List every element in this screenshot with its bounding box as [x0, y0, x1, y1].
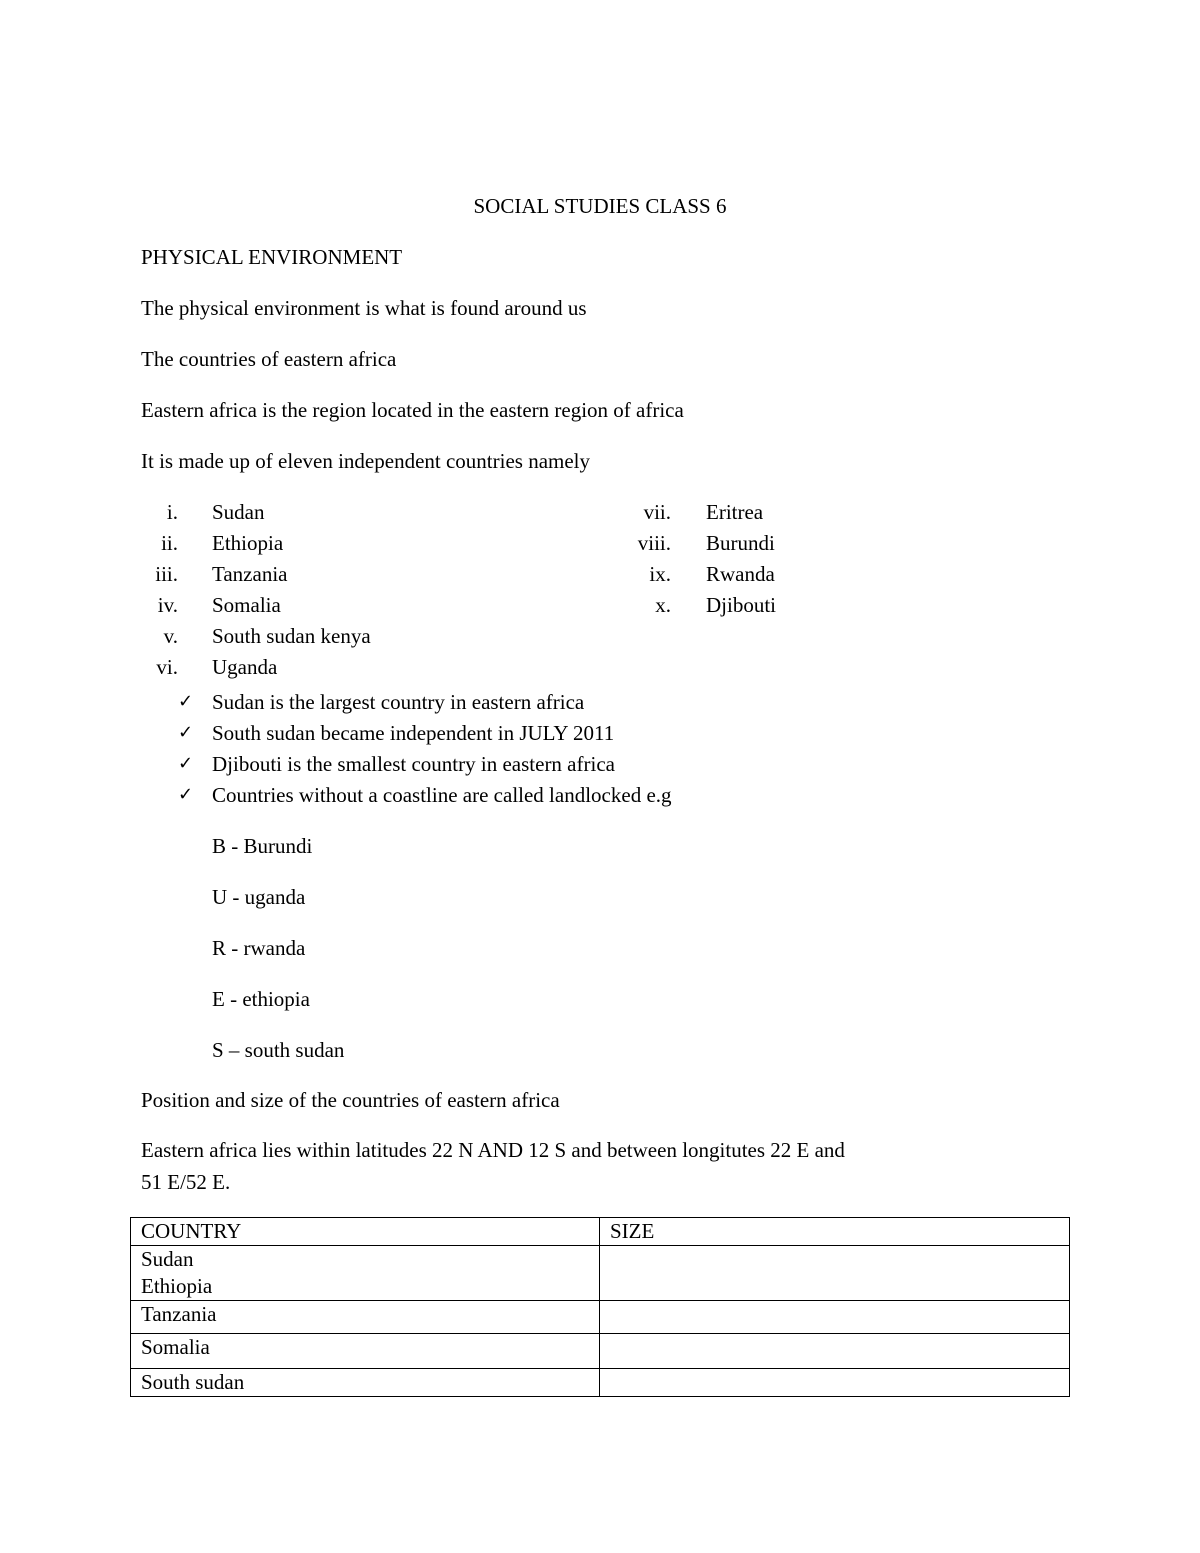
cell-line: Tanzania [141, 1302, 217, 1326]
country-size-table [130, 1217, 1070, 1397]
paragraph-1: The physical environment is what is found around us [141, 296, 587, 320]
paragraph-3: Eastern africa is the region located in the eastern region of africa [141, 398, 684, 422]
cell-line: Sudan [141, 1247, 194, 1271]
position-heading: Position and size of the countries of eastern africa [141, 1088, 560, 1112]
list-item: Djibouti is the smallest country in eastern africa [212, 752, 615, 776]
list-number: ii. [161, 531, 178, 555]
cell-line: South sudan [141, 1370, 245, 1394]
table-row [131, 1246, 1070, 1301]
table-header-size: SIZE [600, 1218, 1070, 1246]
section-heading: PHYSICAL ENVIRONMENT [141, 245, 403, 269]
list-item: Sudan is the largest country in eastern africa [212, 690, 585, 714]
list-number: vii. [643, 500, 671, 524]
checkmark-icon: ✓ [178, 784, 194, 805]
list-number: i. [166, 500, 178, 524]
list-item: South sudan kenya [212, 624, 371, 648]
list-item: U - uganda [212, 885, 306, 909]
cell-line: Somalia [141, 1335, 210, 1359]
table-cell-size [600, 1334, 1070, 1369]
table-cell-country [131, 1369, 600, 1397]
list-item: S – south sudan [212, 1038, 345, 1062]
list-item: Sudan [212, 500, 265, 524]
position-text-line-1: Eastern africa lies within latitudes 22 N AND 12 S and between longitutes 22 E and [141, 1138, 845, 1162]
list-item: Uganda [212, 655, 278, 679]
table-header-country: COUNTRY [131, 1218, 600, 1246]
table-row [131, 1369, 1070, 1397]
paragraph-2: The countries of eastern africa [141, 347, 397, 371]
list-item: B - Burundi [212, 834, 313, 858]
list-item: Eritrea [706, 500, 764, 524]
table-cell-size [600, 1246, 1070, 1301]
list-item: South sudan became independent in JULY 2011 [212, 721, 615, 745]
list-item: Rwanda [706, 562, 775, 586]
list-number: x. [655, 593, 671, 617]
checkmark-icon: ✓ [178, 691, 194, 712]
checkmark-icon: ✓ [178, 753, 194, 774]
list-item: E - ethiopia [212, 987, 310, 1011]
table-header-row [131, 1218, 1070, 1246]
list-number: viii. [637, 531, 671, 555]
list-number: ix. [649, 562, 671, 586]
list-item: Somalia [212, 593, 281, 617]
table-row [131, 1301, 1070, 1334]
list-number: v. [163, 624, 178, 648]
table-row [131, 1334, 1070, 1369]
list-item: Djibouti [706, 593, 777, 617]
table-cell-country [131, 1246, 600, 1301]
table-cell-size [600, 1301, 1070, 1334]
page-title: SOCIAL STUDIES CLASS 6 [473, 194, 727, 218]
list-item: Tanzania [212, 562, 288, 586]
position-text-line-2: 51 E/52 E. [141, 1170, 231, 1194]
list-item: Burundi [706, 531, 775, 555]
checkmark-icon: ✓ [178, 722, 194, 743]
list-item: Countries without a coastline are called landlocked e.g [212, 783, 672, 807]
list-number: vi. [156, 655, 178, 679]
table-cell-country [131, 1301, 600, 1334]
list-item: Ethiopia [212, 531, 284, 555]
cell-line: Ethiopia [141, 1274, 213, 1298]
list-number: iv. [157, 593, 178, 617]
table-cell-country [131, 1334, 600, 1369]
list-number: iii. [155, 562, 178, 586]
table-cell-size [600, 1369, 1070, 1397]
paragraph-4: It is made up of eleven independent countries namely [141, 449, 591, 473]
list-item: R - rwanda [212, 936, 306, 960]
